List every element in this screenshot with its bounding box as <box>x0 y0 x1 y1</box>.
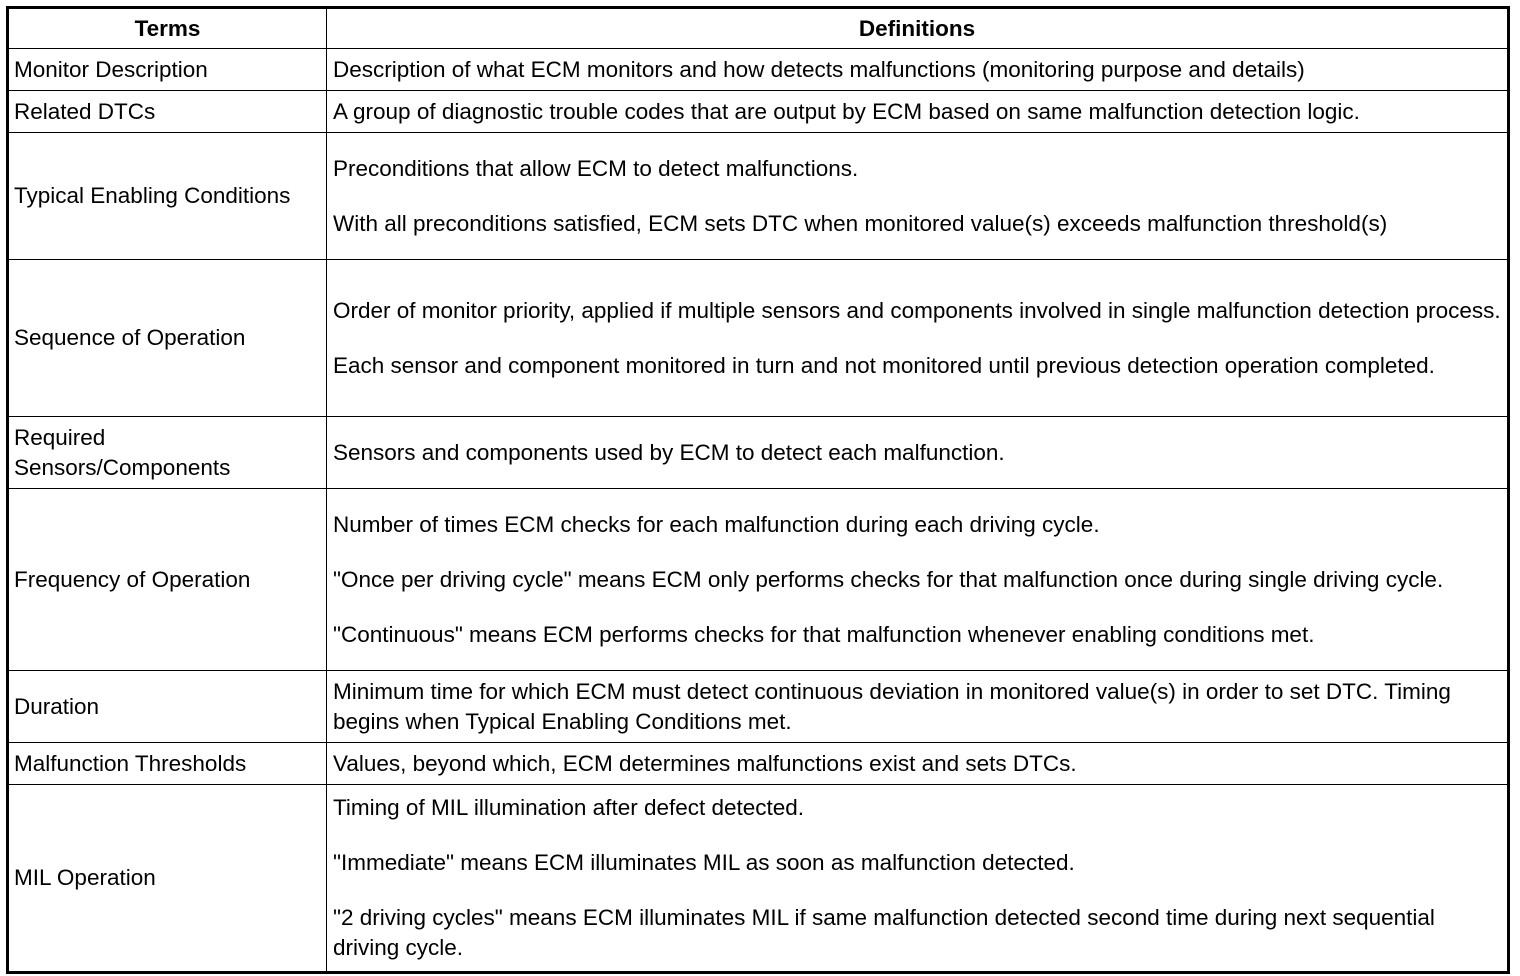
definition-cell <box>327 91 1509 133</box>
term-cell: Related DTCs <box>8 91 327 133</box>
definition-cell <box>327 743 1509 785</box>
terms-column-header: Terms <box>8 8 327 49</box>
terms-definitions-table <box>6 6 1510 974</box>
definition-paragraph: With all preconditions satisfied, ECM sets DTC when monitored value(s) exceeds malfunction threshold(s) <box>333 210 1388 236</box>
definition-paragraph: "2 driving cycles" means ECM illuminates MIL if same malfunction detected second time during next sequential driving cycle. <box>333 905 1435 960</box>
definition-paragraph: Order of monitor priority, applied if multiple sensors and components involved in single malfunction detection process. <box>333 297 1501 323</box>
term-cell: MIL Operation <box>8 785 327 973</box>
term-cell: Duration <box>8 671 327 743</box>
term-cell: Typical Enabling Conditions <box>8 133 327 260</box>
table-row <box>8 91 1509 133</box>
definition-cell <box>327 49 1509 91</box>
definition-paragraph: Preconditions that allow ECM to detect malfunctions. <box>333 155 859 181</box>
term-cell: Sequence of Operation <box>8 260 327 417</box>
table-header-row <box>8 8 1509 49</box>
definition-paragraph: Values, beyond which, ECM determines malfunctions exist and sets DTCs. <box>333 750 1077 776</box>
definition-cell <box>327 417 1509 489</box>
definition-paragraph: Minimum time for which ECM must detect continuous deviation in monitored value(s) in order to set DTC. Timing begins when Typical Enabling Conditions met. <box>333 678 1451 734</box>
definition-paragraph: Each sensor and component monitored in turn and not monitored until previous detection operation completed. <box>333 352 1435 378</box>
definition-cell <box>327 785 1509 973</box>
definition-paragraph: Number of times ECM checks for each malfunction during each driving cycle. <box>333 511 1100 537</box>
definition-paragraph: "Immediate" means ECM illuminates MIL as soon as malfunction detected. <box>333 850 1075 875</box>
definition-cell <box>327 671 1509 743</box>
definition-paragraph: A group of diagnostic trouble codes that are output by ECM based on same malfunction detection logic. <box>333 98 1360 124</box>
table-row <box>8 417 1509 489</box>
table-row <box>8 133 1509 260</box>
table-row <box>8 785 1509 973</box>
definition-paragraph: Sensors and components used by ECM to detect each malfunction. <box>333 439 1005 465</box>
definition-paragraph: Timing of MIL illumination after defect detected. <box>333 795 805 820</box>
table-row <box>8 671 1509 743</box>
table-body <box>8 49 1509 973</box>
term-cell: Frequency of Operation <box>8 489 327 671</box>
definition-cell <box>327 260 1509 417</box>
term-cell: Malfunction Thresholds <box>8 743 327 785</box>
definition-paragraph: "Once per driving cycle" means ECM only performs checks for that malfunction once during single driving cycle. <box>333 566 1444 592</box>
definition-paragraph: Description of what ECM monitors and how detects malfunctions (monitoring purpose and details) <box>333 56 1305 82</box>
definition-cell <box>327 489 1509 671</box>
table-row <box>8 489 1509 671</box>
term-cell: Required Sensors/Components <box>8 417 327 489</box>
term-cell: Monitor Description <box>8 49 327 91</box>
table-row <box>8 49 1509 91</box>
definition-cell <box>327 133 1509 260</box>
definition-paragraph: "Continuous" means ECM performs checks for that malfunction whenever enabling conditions met. <box>333 621 1315 647</box>
table-row <box>8 743 1509 785</box>
table-row <box>8 260 1509 417</box>
definitions-column-header: Definitions <box>327 8 1509 49</box>
